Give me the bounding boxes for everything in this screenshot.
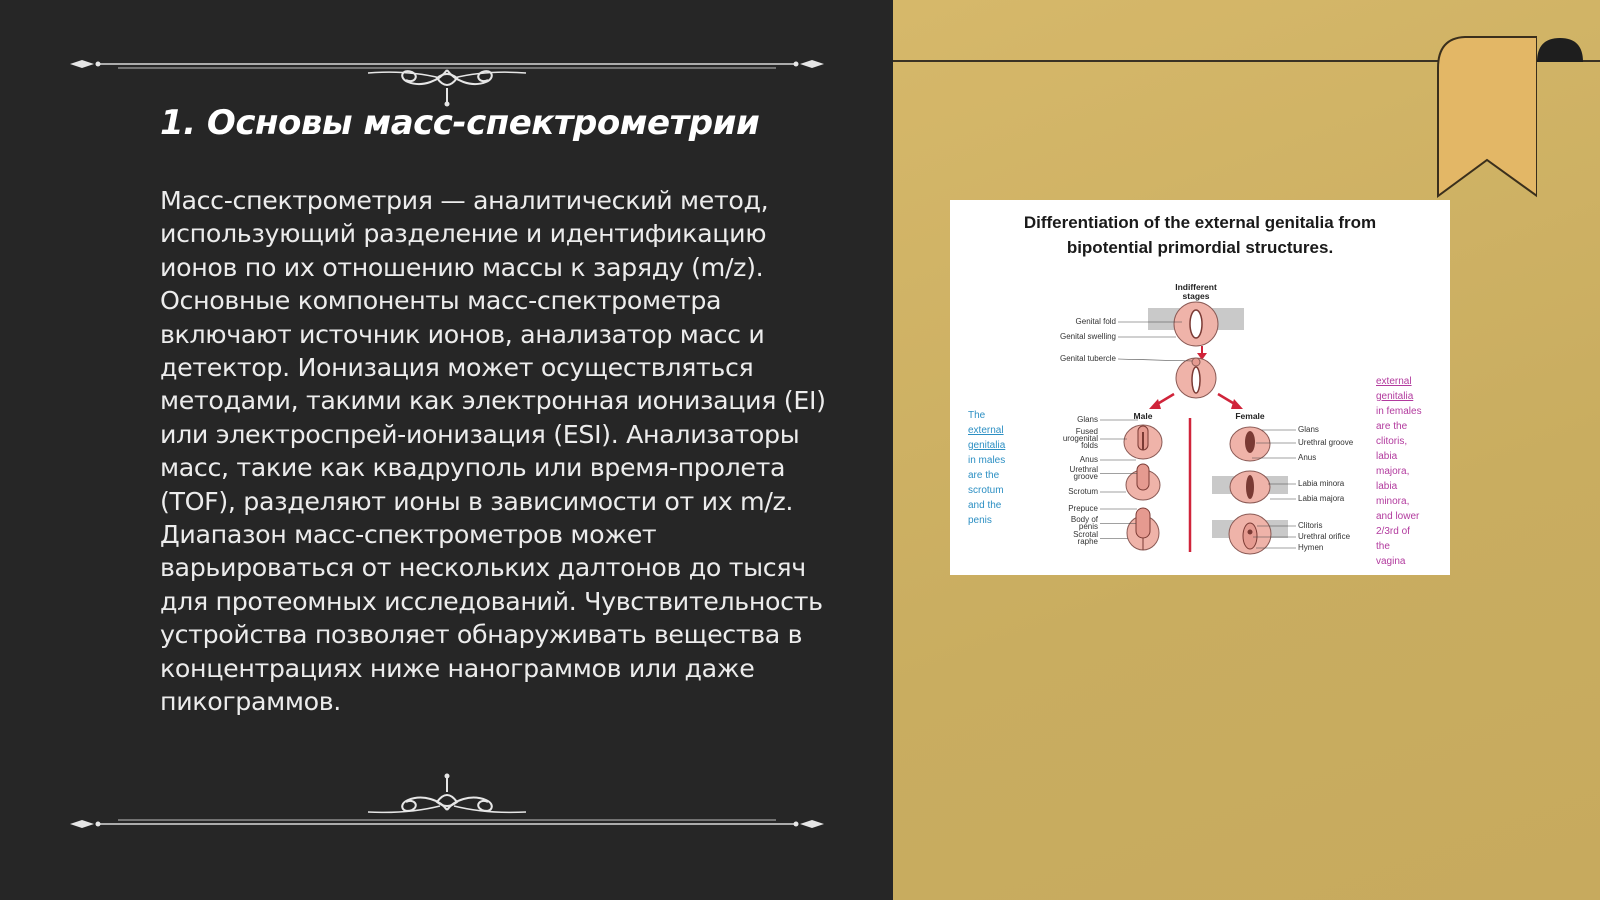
figure-title: Differentiation of the external genitalia from bipotential primordial structures. [1023, 213, 1377, 257]
female-label: Anus [1298, 453, 1317, 462]
female-note-line: the [1376, 541, 1390, 552]
slide-title: 1. Основы масс-спектрометрии [160, 103, 760, 143]
male-note-line: The [968, 410, 986, 421]
male-note-line: in males [968, 455, 1006, 466]
male-note-line: and the [968, 500, 1002, 511]
female-label: Hymen [1298, 543, 1324, 552]
female-note-line: and lower [1376, 511, 1420, 522]
male-label: raphe [1077, 537, 1098, 546]
male-label: Fused [1075, 427, 1098, 436]
female-note-line: clitoris, [1376, 436, 1408, 447]
bookmark-ribbon-icon [1437, 36, 1537, 198]
female-label: Urethral groove [1298, 438, 1354, 447]
label-genital-tubercle: Genital tubercle [1059, 354, 1116, 363]
female-shapes [1212, 427, 1288, 554]
female-note-line: vagina [1376, 556, 1406, 567]
male-label: groove [1073, 472, 1098, 481]
male-note-line: are the [968, 470, 1000, 481]
male-label: Scrotal [1073, 530, 1098, 539]
label-genital-swelling: Genital swelling [1059, 332, 1116, 341]
male-label: folds [1081, 441, 1098, 450]
female-note-line: minora, [1376, 496, 1410, 507]
female-label: Glans [1298, 425, 1319, 434]
male-label: Glans [1077, 415, 1098, 424]
female-note-line: majora, [1376, 466, 1410, 477]
female-note-line: are the [1376, 421, 1408, 432]
label-genital-fold: Genital fold [1075, 317, 1116, 326]
male-heading: Male [1133, 411, 1153, 421]
female-note [1376, 376, 1422, 567]
male-label: Prepuce [1068, 504, 1098, 513]
female-label: Labia minora [1298, 479, 1345, 488]
female-note-line: 2/3rd of [1376, 526, 1410, 537]
bookmark-roll-icon [1535, 36, 1585, 64]
female-note-line: in females [1376, 406, 1422, 417]
male-label: Urethral [1069, 465, 1098, 474]
female-label: Labia majora [1298, 494, 1345, 503]
bottom-ornament-divider [68, 772, 826, 832]
male-label: penis [1078, 522, 1098, 531]
female-note-line: labia [1376, 481, 1398, 492]
top-ornament-divider [68, 48, 826, 108]
female-note-line: external [1376, 376, 1412, 387]
male-label: Anus [1079, 455, 1098, 464]
male-shapes [1124, 425, 1162, 550]
male-note-line: penis [968, 515, 992, 526]
figure-image [950, 200, 1450, 575]
male-label: Body of [1070, 515, 1098, 524]
female-label: Urethral orifice [1298, 532, 1351, 541]
indifferent-stages-line2: stages [1182, 291, 1210, 301]
female-label: Clitoris [1298, 521, 1323, 530]
female-heading: Female [1235, 411, 1265, 421]
male-note [968, 410, 1006, 526]
male-label: urogenital [1062, 434, 1098, 443]
female-note-line: labia [1376, 451, 1398, 462]
male-label: Scrotum [1068, 487, 1098, 496]
female-note-line: genitalia [1376, 391, 1414, 402]
male-note-line: external [968, 425, 1004, 436]
indifferent-stages-line1: Indifferent [1175, 282, 1217, 292]
male-note-line: genitalia [968, 440, 1006, 451]
slide-body-text: Масс-спектрометрия — аналитический метод, использующий разделение и идентификацию ионов по их отношению массы к заряду (m/z). Основные компоненты масс-спектрометра включают источник ионов, анализатор масс и детектор. Ионизация может осуществляться методами, такими как электронная ионизация (EI) или электроспрей-ионизация (ESI). Анализаторы масс, такие как квадруполь или время-пролета (TOF), разделяют ионы в зависимости от их m/z. Диапазон масс-спектрометров может варьироваться от нескольких далтонов до тысяч для протеомных исследований. Чувствительность устройства позволяет обнаруживать вещества в концентрациях ниже нанограммов или даже пикограммов. [160, 186, 826, 717]
male-note-line: scrotum [968, 485, 1004, 496]
